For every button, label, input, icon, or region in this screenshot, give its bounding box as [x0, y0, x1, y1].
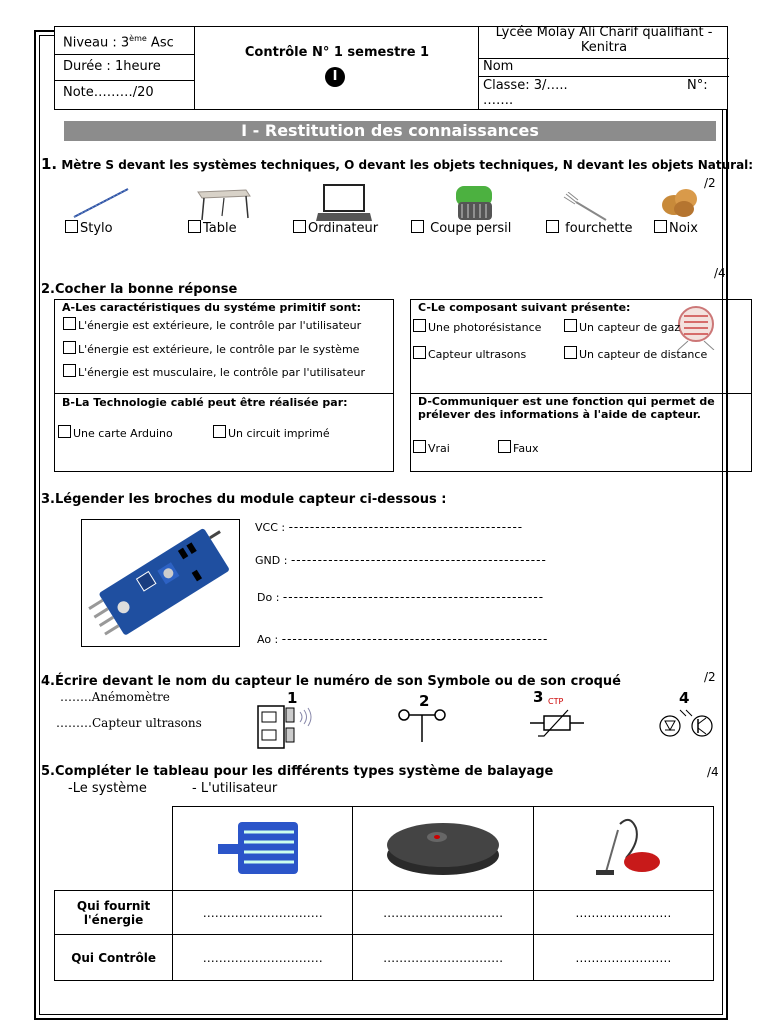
q4-title: 4.Écrire devant le nom du capteur le numéro de son Symbole ou de son croqué — [41, 674, 621, 689]
symbol-number-1: 1 — [287, 689, 298, 707]
q1-item-fourchette[interactable]: fourchette — [546, 220, 633, 236]
classe-field[interactable]: Classe: 3/….. — [483, 78, 568, 93]
note: Note………/20 — [63, 85, 154, 100]
section-banner: I - Restitution des connaissances — [64, 121, 716, 141]
q2d-option-vrai[interactable]: Vrai — [413, 440, 450, 455]
checkbox[interactable] — [411, 220, 424, 233]
answer-cell[interactable]: ………………………… — [353, 891, 533, 935]
nom-field[interactable]: Nom — [483, 59, 514, 74]
checkbox[interactable] — [58, 425, 71, 438]
q5-title: 5.Compléter le tableau pour les différents types système de balayage — [41, 764, 554, 779]
q2b-option-2[interactable]: Un circuit imprimé — [213, 425, 330, 440]
ultrasonic-symbol — [256, 704, 316, 750]
q2a-title: A-Les caractéristiques du systéme primitif sont: — [62, 301, 362, 314]
checkbox[interactable] — [413, 319, 426, 332]
exam-title: Contrôle N° 1 semestre 1 — [244, 45, 430, 60]
pen-image — [70, 185, 132, 221]
q4-score: /2 — [704, 670, 716, 684]
q2a-option-2[interactable]: L'énergie est extérieure, le contrôle par le système — [63, 341, 359, 356]
robot-vacuum-image — [383, 809, 503, 885]
q2c-option-2[interactable]: Un capteur de gaz — [564, 319, 680, 334]
q5-score: /4 — [707, 765, 719, 779]
q2b-title: B-La Technologie cablé peut être réalisée par: — [62, 396, 348, 409]
q4-line-anemometre: ……..Anémomètre — [60, 690, 170, 704]
answer-cell[interactable]: …………………… — [533, 891, 713, 935]
symbol-number-4: 4 — [679, 689, 690, 707]
answer-cell[interactable]: ………………………… — [173, 891, 353, 935]
checkbox[interactable] — [63, 341, 76, 354]
duree: Durée : 1heure — [63, 59, 161, 74]
q2a-option-3[interactable]: L'énergie est musculaire, le contrôle par l'utilisateur — [63, 364, 365, 379]
answer-cell[interactable]: ………………………… — [353, 935, 533, 981]
checkbox[interactable] — [188, 220, 201, 233]
checkbox[interactable] — [654, 220, 667, 233]
broom-cell — [173, 807, 353, 891]
q2-score: /4 — [714, 266, 726, 280]
q2a-option-1[interactable]: L'énergie est extérieure, le contrôle par l'utilisateur — [63, 317, 361, 332]
q5-choice-systeme: -Le système — [68, 781, 147, 796]
pin-vcc: VCC : -------------------------------------------- — [255, 520, 524, 534]
q2c-option-1[interactable]: Une photorésistance — [413, 319, 541, 334]
anemometer-symbol — [396, 704, 448, 744]
pin-ao: Ao : -------------------------------------------------- — [257, 632, 549, 646]
q2-title: 2.Cocher la bonne réponse — [41, 282, 238, 297]
q2c-option-3[interactable]: Capteur ultrasons — [413, 346, 526, 361]
answer-cell[interactable]: ………………………… — [173, 935, 353, 981]
ctp-label: CTP — [548, 697, 564, 706]
q1-title: 1. Mètre S devant les systèmes techniques, O devant les objets techniques, N devant les objets Natural: — [41, 155, 754, 173]
checkbox[interactable] — [63, 364, 76, 377]
exam-header — [54, 26, 728, 110]
symbol-number-2: 2 — [419, 692, 430, 710]
q1-item-stylo[interactable]: Stylo — [65, 220, 113, 236]
checkbox[interactable] — [63, 317, 76, 330]
checkbox[interactable] — [413, 346, 426, 359]
checkbox[interactable] — [564, 319, 577, 332]
photo-sensor-symbol — [656, 706, 716, 744]
row-label-controle: Qui Contrôle — [55, 935, 173, 981]
pin-do: Do : ------------------------------------------------- — [257, 590, 545, 604]
sweeping-table — [54, 806, 714, 981]
numero-field[interactable]: N°: — [687, 78, 708, 93]
fork-image — [562, 192, 610, 222]
thermistor-symbol — [528, 706, 588, 740]
checkbox[interactable] — [293, 220, 306, 233]
checkbox[interactable] — [564, 346, 577, 359]
q1-item-coupe-persil[interactable]: Coupe persil — [411, 220, 511, 236]
answer-cell[interactable]: …………………… — [533, 935, 713, 981]
computer-image — [316, 183, 372, 223]
pin-gnd: GND : ------------------------------------------------ — [255, 553, 547, 567]
symbol-number-3: 3 — [533, 688, 544, 706]
herb-cutter-image — [452, 184, 498, 224]
school-name: Lycée Molay Ali Charif qualifiant - Kenitra — [495, 25, 713, 55]
q3-title: 3.Légender les broches du module capteur ci-dessous : — [41, 492, 447, 507]
checkbox[interactable] — [498, 440, 511, 453]
q1-item-noix[interactable]: Noix — [654, 220, 698, 236]
vacuum-cleaner-image — [578, 812, 668, 882]
q1-score: /2 — [704, 176, 716, 190]
q2d-option-faux[interactable]: Faux — [498, 440, 539, 455]
q5-choice-utilisateur: - L'utilisateur — [192, 781, 278, 796]
checkbox[interactable] — [65, 220, 78, 233]
numero-dots: ……. — [483, 93, 514, 108]
table-image — [194, 186, 252, 222]
sensor-module-image — [82, 520, 239, 646]
checkbox[interactable] — [546, 220, 559, 233]
q1-item-ordinateur[interactable]: Ordinateur — [293, 220, 378, 236]
q2c-option-4[interactable]: Un capteur de distance — [564, 346, 707, 361]
vacuum-cleaner-cell — [533, 807, 713, 891]
broom-image — [208, 812, 318, 882]
walnut-image — [660, 185, 700, 219]
q2d-title: D-Communiquer est une fonction qui permet de prélever des informations à l'aide de capteur. — [418, 395, 715, 421]
q1-item-table[interactable]: Table — [188, 220, 237, 236]
section-badge: I — [325, 67, 345, 87]
q2b-option-1[interactable]: Une carte Arduino — [58, 425, 173, 440]
checkbox[interactable] — [213, 425, 226, 438]
row-label-energie: Qui fournit l'énergie — [55, 891, 173, 935]
robot-vacuum-cell — [353, 807, 533, 891]
niveau: Niveau : 3ème Asc — [63, 34, 174, 51]
checkbox[interactable] — [413, 440, 426, 453]
q2c-title: C-Le composant suivant présente: — [418, 301, 631, 314]
q4-line-ultrasons: ………Capteur ultrasons — [56, 716, 202, 730]
